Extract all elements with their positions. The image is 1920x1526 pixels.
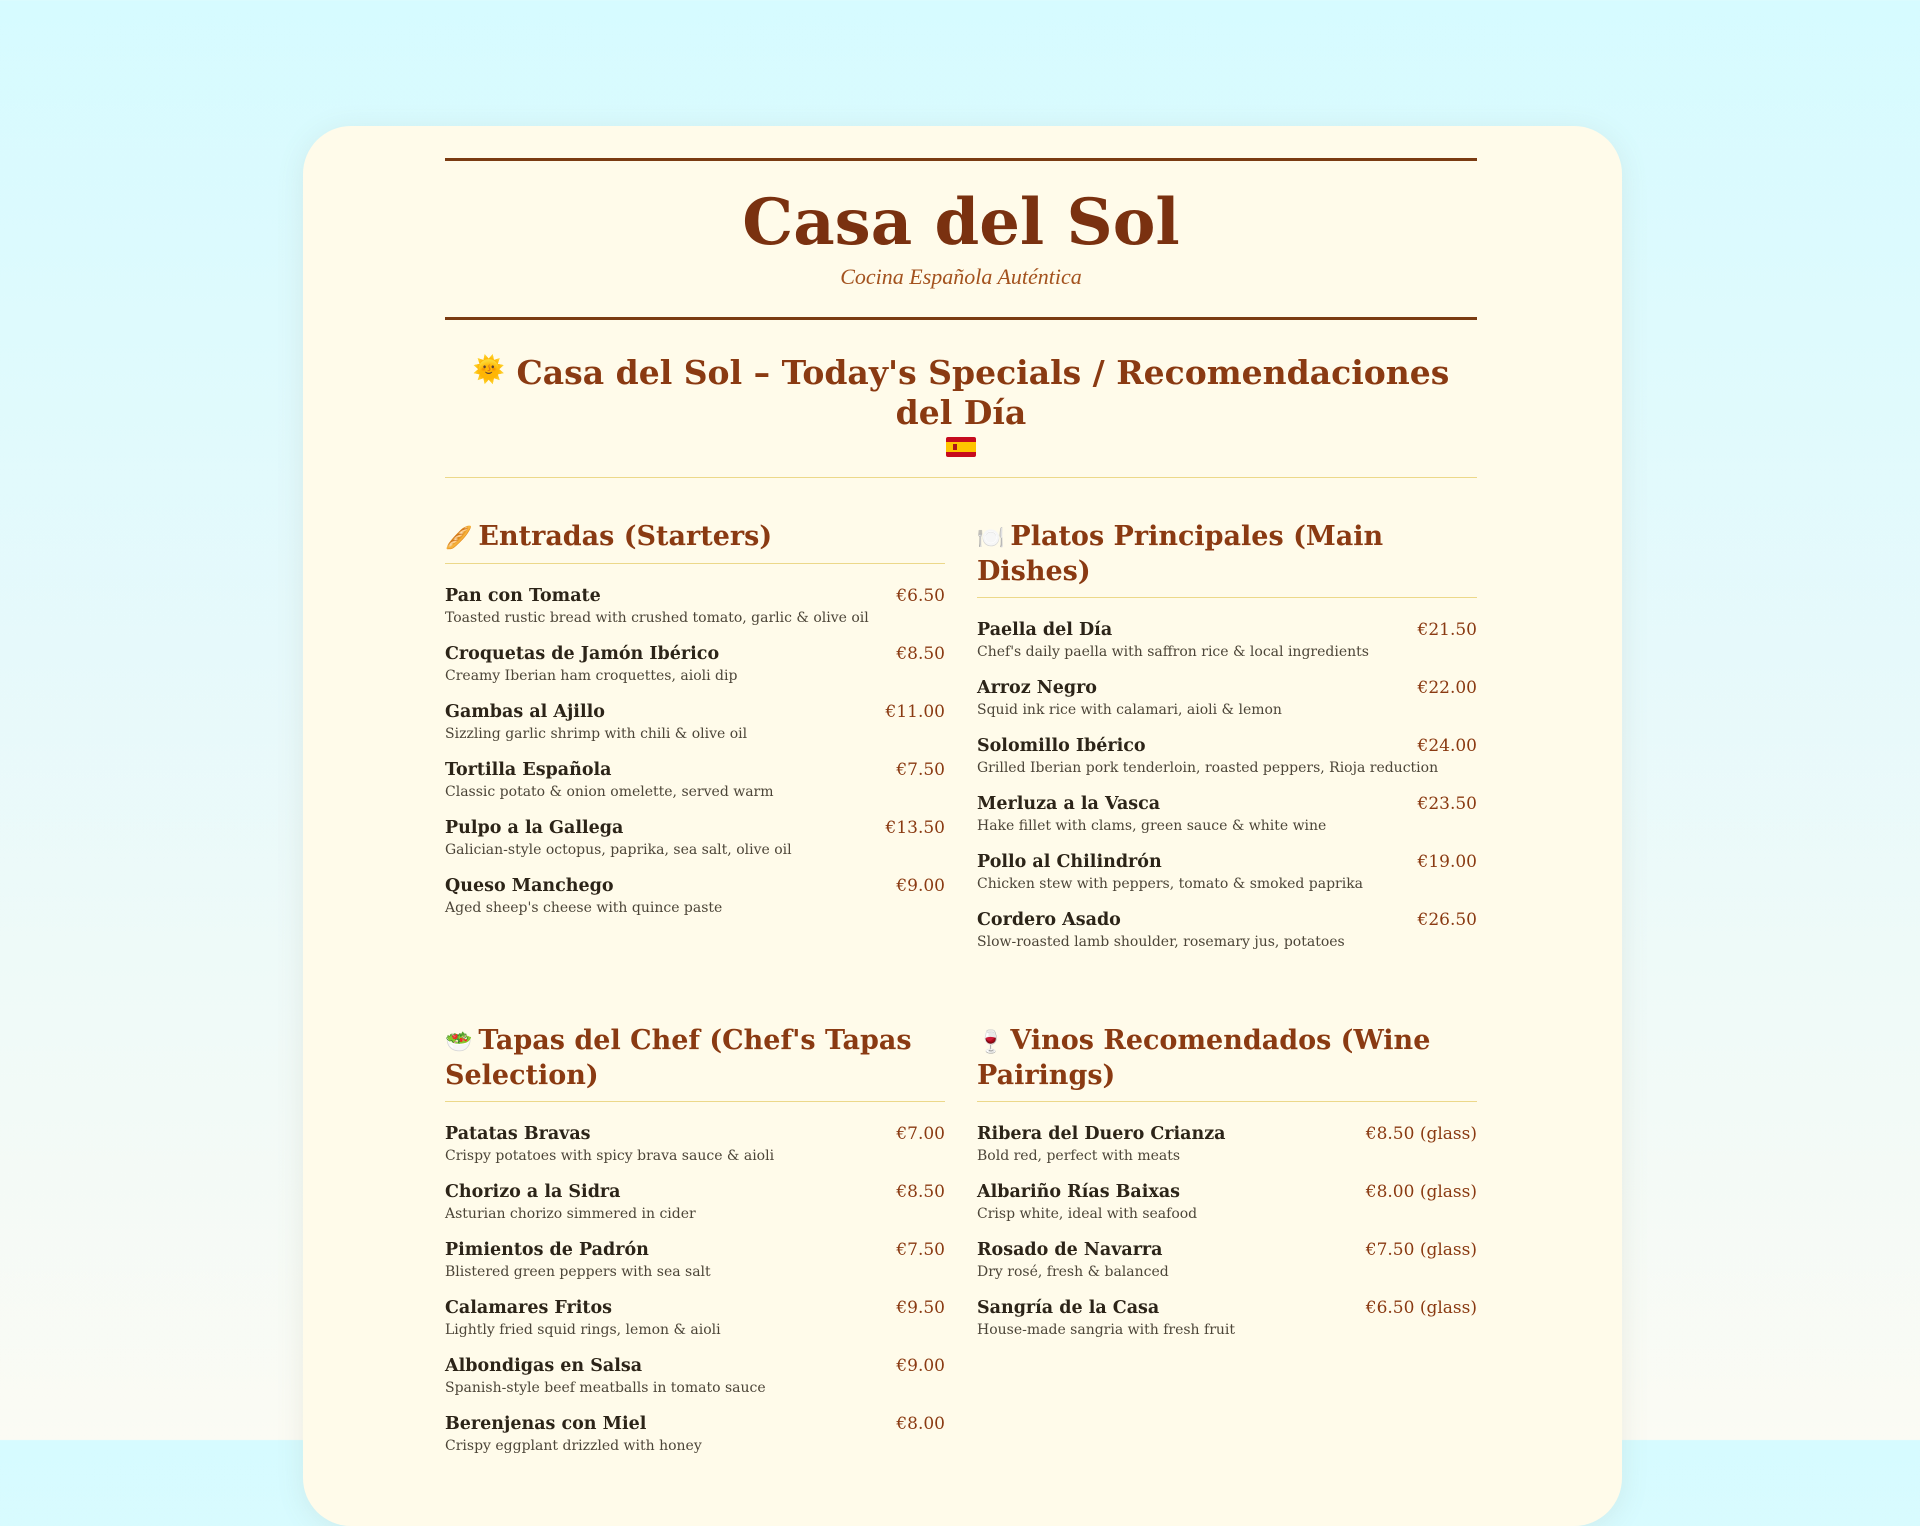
section-title: Entradas (Starters) xyxy=(478,521,773,552)
menu-item xyxy=(977,618,1477,662)
item-description: Blistered green peppers with sea salt xyxy=(445,1264,711,1280)
section-items xyxy=(977,618,1477,952)
item-price: €19.00 xyxy=(1417,852,1477,872)
menu-card xyxy=(303,126,1622,1526)
specials-title: Casa del Sol – Today's Specials / Recomendaciones del Día xyxy=(516,353,1450,432)
item-name: Gambas al Ajillo xyxy=(445,702,605,722)
masthead xyxy=(445,161,1477,317)
menu-item xyxy=(977,734,1477,778)
item-name: Patatas Bravas xyxy=(445,1124,591,1144)
menu-item xyxy=(977,1180,1477,1224)
item-description: Creamy Iberian ham croquettes, aioli dip xyxy=(445,668,738,684)
item-description: Asturian chorizo simmered in cider xyxy=(445,1206,696,1222)
item-price: €8.00 (glass) xyxy=(1365,1182,1477,1202)
item-description: Galician-style octopus, paprika, sea salt, olive oil xyxy=(445,842,792,858)
item-name: Pollo al Chilindrón xyxy=(977,852,1162,872)
menu-item xyxy=(445,1238,945,1282)
item-name: Pulpo a la Gallega xyxy=(445,818,624,838)
menu-item xyxy=(445,642,945,686)
item-description: Chef's daily paella with saffron rice & local ingredients xyxy=(977,644,1369,660)
item-name: Paella del Día xyxy=(977,620,1113,640)
section-items xyxy=(977,1122,1477,1340)
restaurant-tagline: Cocina Española Auténtica xyxy=(840,264,1082,289)
specials-heading xyxy=(445,320,1477,478)
item-price: €7.50 (glass) xyxy=(1365,1240,1477,1260)
menu-item xyxy=(445,1296,945,1340)
menu-item xyxy=(445,816,945,860)
item-name: Queso Manchego xyxy=(445,876,614,896)
menu-item xyxy=(977,676,1477,720)
item-description: Chicken stew with peppers, tomato & smoked paprika xyxy=(977,876,1364,892)
sun-icon: 🌞 xyxy=(472,355,506,385)
item-price: €8.50 xyxy=(896,644,945,664)
menu-item xyxy=(445,1122,945,1166)
item-description: Lightly fried squid rings, lemon & aioli xyxy=(445,1322,721,1338)
item-name: Ribera del Duero Crianza xyxy=(977,1124,1226,1144)
menu-section-tapas xyxy=(445,1024,945,1470)
section-title: Vinos Recomendados (Wine Pairings) xyxy=(977,1025,1431,1091)
bread-icon: 🥖 xyxy=(445,525,473,551)
menu-item xyxy=(445,874,945,918)
item-name: Sangría de la Casa xyxy=(977,1298,1160,1318)
item-price: €7.50 xyxy=(896,1240,945,1260)
item-price: €9.50 xyxy=(896,1298,945,1318)
section-heading xyxy=(977,1024,1477,1102)
item-name: Arroz Negro xyxy=(977,678,1097,698)
menu-sections xyxy=(445,478,1477,1526)
item-price: €8.50 xyxy=(896,1182,945,1202)
menu-item xyxy=(977,850,1477,894)
item-price: €7.00 xyxy=(896,1124,945,1144)
menu-item xyxy=(445,1354,945,1398)
item-description: Aged sheep's cheese with quince paste xyxy=(445,900,723,916)
section-title: Platos Principales (Main Dishes) xyxy=(977,521,1384,587)
item-price: €8.00 xyxy=(896,1414,945,1434)
menu-item xyxy=(445,584,945,628)
item-name: Albondigas en Salsa xyxy=(445,1356,643,1376)
item-price: €22.00 xyxy=(1417,678,1477,698)
item-name: Pan con Tomate xyxy=(445,586,601,606)
item-description: House-made sangria with fresh fruit xyxy=(977,1322,1236,1338)
item-name: Chorizo a la Sidra xyxy=(445,1182,621,1202)
item-name: Pimientos de Padrón xyxy=(445,1240,649,1260)
item-name: Tortilla Española xyxy=(445,760,612,780)
item-description: Crispy potatoes with spicy brava sauce & aioli xyxy=(445,1148,775,1164)
item-price: €7.50 xyxy=(896,760,945,780)
menu-section-entradas xyxy=(445,520,945,966)
plate-icon: 🍽️ xyxy=(977,525,1005,551)
item-description: Crisp white, ideal with seafood xyxy=(977,1206,1198,1222)
item-price: €8.50 (glass) xyxy=(1365,1124,1477,1144)
item-description: Classic potato & onion omelette, served warm xyxy=(445,784,774,800)
item-description: Hake fillet with clams, green sauce & white wine xyxy=(977,818,1327,834)
item-name: Rosado de Navarra xyxy=(977,1240,1163,1260)
menu-content xyxy=(445,126,1477,1526)
item-name: Cordero Asado xyxy=(977,910,1121,930)
item-name: Calamares Fritos xyxy=(445,1298,613,1318)
item-price: €13.50 xyxy=(885,818,945,838)
item-name: Albariño Rías Baixas xyxy=(977,1182,1181,1202)
item-name: Croquetas de Jamón Ibérico xyxy=(445,644,720,664)
spain-flag-icon xyxy=(946,437,976,457)
menu-item xyxy=(977,1238,1477,1282)
item-name: Solomillo Ibérico xyxy=(977,736,1146,756)
item-name: Merluza a la Vasca xyxy=(977,794,1161,814)
item-description: Crispy eggplant drizzled with honey xyxy=(445,1438,702,1454)
section-heading xyxy=(445,1024,945,1102)
item-description: Dry rosé, fresh & balanced xyxy=(977,1264,1169,1280)
item-description: Sizzling garlic shrimp with chili & olive oil xyxy=(445,726,748,742)
section-items xyxy=(445,1122,945,1456)
section-title: Tapas del Chef (Chef's Tapas Selection) xyxy=(445,1025,912,1091)
item-price: €26.50 xyxy=(1417,910,1477,930)
item-description: Grilled Iberian pork tenderloin, roasted peppers, Rioja reduction xyxy=(977,760,1439,776)
item-description: Toasted rustic bread with crushed tomato, garlic & olive oil xyxy=(445,610,869,626)
item-price: €24.00 xyxy=(1417,736,1477,756)
item-price: €23.50 xyxy=(1417,794,1477,814)
menu-item xyxy=(445,1412,945,1456)
section-items xyxy=(445,584,945,918)
item-price: €21.50 xyxy=(1417,620,1477,640)
item-price: €9.00 xyxy=(896,1356,945,1376)
menu-item xyxy=(445,758,945,802)
item-price: €6.50 (glass) xyxy=(1365,1298,1477,1318)
item-description: Bold red, perfect with meats xyxy=(977,1148,1181,1164)
menu-item xyxy=(445,700,945,744)
item-description: Spanish-style beef meatballs in tomato sauce xyxy=(445,1380,766,1396)
menu-section-vinos xyxy=(977,1024,1477,1470)
menu-item xyxy=(977,1122,1477,1166)
salad-icon: 🥗 xyxy=(445,1029,473,1055)
item-price: €11.00 xyxy=(885,702,945,722)
item-description: Squid ink rice with calamari, aioli & lemon xyxy=(977,702,1282,718)
item-price: €9.00 xyxy=(896,876,945,896)
restaurant-name: Casa del Sol xyxy=(742,185,1180,260)
section-heading xyxy=(977,520,1477,598)
menu-item xyxy=(977,908,1477,952)
wine-glass-icon: 🍷 xyxy=(977,1029,1005,1055)
item-name: Berenjenas con Miel xyxy=(445,1414,647,1434)
menu-item xyxy=(445,1180,945,1224)
menu-item xyxy=(977,1296,1477,1340)
item-description: Slow-roasted lamb shoulder, rosemary jus, potatoes xyxy=(977,934,1345,950)
item-price: €6.50 xyxy=(896,586,945,606)
menu-section-platos xyxy=(977,520,1477,966)
menu-item xyxy=(977,792,1477,836)
section-heading xyxy=(445,520,945,564)
